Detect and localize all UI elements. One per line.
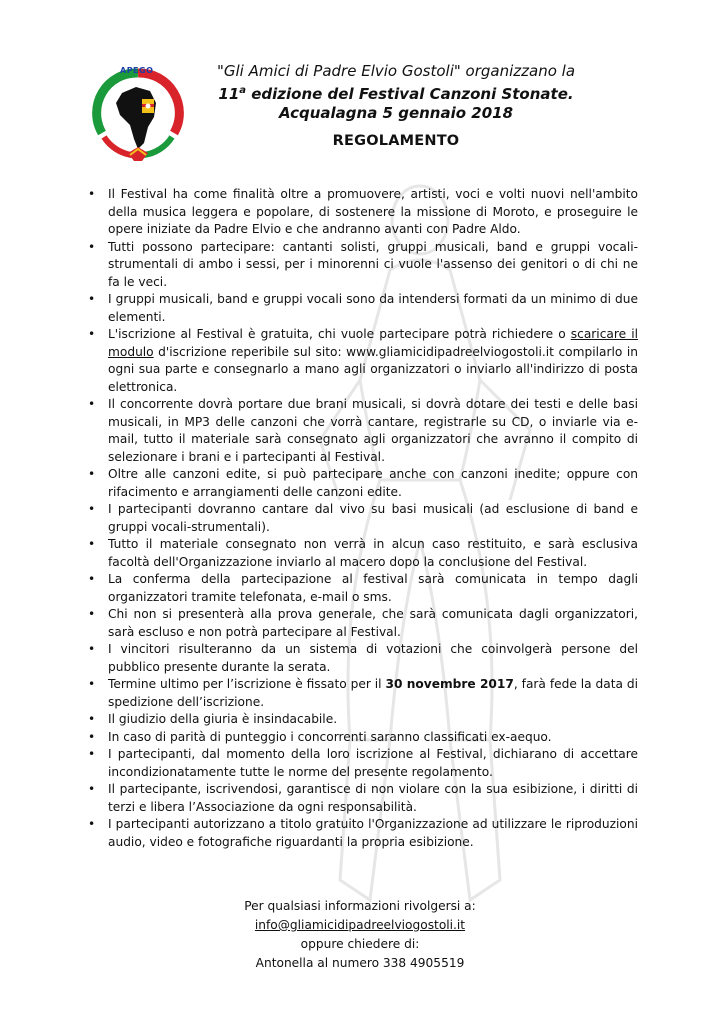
list-item (88, 676, 638, 711)
bullet-icon: • (88, 712, 96, 726)
list-item (88, 326, 638, 396)
contact-intro: Per qualsiasi informazioni rivolgersi a: (244, 899, 476, 913)
rule-text: Il Festival ha come finalità oltre a promuovere, artisti, voci e volti nuovi nell'ambito della musica leggera e popolare, di sostenere la missione di Moroto, e proseguire le opere iniziate da Padre Elvio e che andranno avanti con Padre Aldo. (108, 187, 638, 236)
list-item (88, 816, 638, 851)
list-item (88, 186, 638, 239)
download-form-link[interactable]: scaricare il modulo (108, 327, 638, 359)
bullet-icon: • (88, 327, 96, 341)
rule-text: I partecipanti, dal momento della loro iscrizione al Festival, dichiarano di accettare incondizionatamente tutte le norme del presente regolamento. (108, 747, 638, 779)
rule-text: Oltre alle canzoni edite, si può partecipare anche con canzoni inedite; oppure con rifacimento e arrangiamenti delle canzoni edite. (108, 467, 638, 499)
list-item (88, 466, 638, 501)
edition-text: edizione del Festival Canzoni Stonate. (246, 85, 574, 103)
list-item (88, 746, 638, 781)
rule-text: I gruppi musicali, band e gruppi vocali sono da intendersi formati da un minimo di due elementi. (108, 292, 638, 324)
header-line-1: "Gli Amici di Padre Elvio Gostoli" organizzano la (216, 62, 576, 80)
contact-email-link[interactable]: info@gliamicidipadreelviogostoli.it (254, 918, 466, 932)
list-item (88, 711, 638, 729)
bullet-icon: • (88, 817, 96, 831)
rules-list (88, 186, 638, 851)
rule-text: In caso di parità di punteggio i concorrenti saranno classificati ex-aequo. (108, 729, 552, 744)
bullet-icon: • (88, 502, 96, 516)
list-item (88, 571, 638, 606)
document-header (196, 62, 596, 123)
bullet-icon: • (88, 729, 96, 744)
list-item (88, 536, 638, 571)
rule-text: Il concorrente dovrà portare due brani musicali, si dovrà dotare dei testi e delle basi musicali, in MP3 delle canzoni che vorrà cantare, registrarle su CD, o inviarle via e-mail, tutto il materiale sarà consegnato agli organizzatori che avranno il compito di selezionare i brani e i partecipanti al Festival. (108, 397, 638, 464)
list-item (88, 396, 638, 466)
bullet-icon: • (88, 292, 96, 306)
edition-number: 11 (218, 85, 240, 103)
rule-text: I partecipanti dovranno cantare dal vivo su basi musicali (ad esclusione di band e gruppi vocali-strumentali). (108, 502, 638, 534)
bullet-icon: • (88, 537, 96, 551)
apego-logo-graphic (92, 63, 184, 165)
contact-alt: oppure chiedere di: (300, 937, 420, 951)
list-item (88, 641, 638, 676)
rule-text: Il giudizio della giuria è insindacabile. (108, 712, 338, 726)
rule-text: Tutti possono partecipare: cantanti solisti, gruppi musicali, band e gruppi vocali-strumentali di ambo i sessi, per i minorenni ci vuole l'assenso dei genitori o di chi ne fa le veci. (108, 239, 638, 289)
header-line-3: Acqualagna 5 gennaio 2018 (278, 104, 514, 122)
page-title: REGOLAMENTO (332, 133, 460, 149)
rule-text: Tutto il materiale consegnato non verrà in alcun caso restituito, e sarà esclusiva facoltà dell'Organizzazione inviarlo al macero dopo la conclusione del Festival. (108, 537, 638, 569)
bullet-icon: • (88, 782, 96, 796)
list-item (88, 606, 638, 641)
list-item (88, 501, 638, 536)
rule-text: I vincitori risulteranno da un sistema di votazioni che coinvolgerà persone del pubblico presente durante la serata. (108, 642, 638, 674)
bullet-icon: • (88, 607, 96, 621)
list-item (88, 729, 638, 747)
bullet-icon: • (88, 572, 96, 586)
bullet-icon: • (88, 239, 96, 254)
rule-text: Termine ultimo per l’iscrizione è fissato per il (108, 677, 386, 691)
rule-text: Il partecipante, iscrivendosi, garantisce di non violare con la sua esibizione, i diritti di terzi e libera l’Associazione da ogni responsabilità. (108, 782, 638, 814)
edition-superscript: a (239, 85, 247, 96)
rule-text: La conferma della partecipazione al festival sarà comunicata in tempo dagli organizzatori tramite telefonata, e-mail o sms. (108, 572, 638, 604)
apego-logo-text: APEGO (120, 66, 154, 75)
header-line-2 (196, 81, 596, 104)
list-item (88, 781, 638, 816)
rule-text: Chi non si presenterà alla prova generale, che sarà comunicata dagli organizzatori, sarà escluso e non potrà partecipare al Festival. (108, 607, 638, 639)
list-item (88, 291, 638, 326)
rule-text: d'iscrizione reperibile sul sito: www.gliamicidipadreelviogostoli.it compilarlo in ogni sua parte e consegnarlo a mano agli organizzatori o inviarlo all'indirizzo di posta elettronica. (108, 344, 638, 394)
bullet-icon: • (88, 467, 96, 481)
list-item (88, 239, 638, 292)
bullet-icon: • (88, 677, 96, 691)
deadline-date: 30 novembre 2017 (385, 677, 514, 691)
rule-text: I partecipanti autorizzano a titolo gratuito l'Organizzazione ad utilizzare le riproduzioni audio, video e fotografiche riguardanti la propria esibizione. (108, 817, 638, 849)
bullet-icon: • (88, 187, 96, 201)
contact-footer (160, 897, 560, 973)
apego-logo (92, 63, 184, 165)
contact-phone: Antonella al numero 338 4905519 (255, 956, 465, 970)
bullet-icon: • (88, 747, 96, 761)
rule-text: , farà fede la data di spedizione dell’iscrizione. (108, 677, 639, 709)
bullet-icon: • (88, 397, 96, 411)
rule-text: L'iscrizione al Festival è gratuita, chi vuole partecipare potrà richiedere o (108, 327, 571, 341)
bullet-icon: • (88, 642, 96, 656)
